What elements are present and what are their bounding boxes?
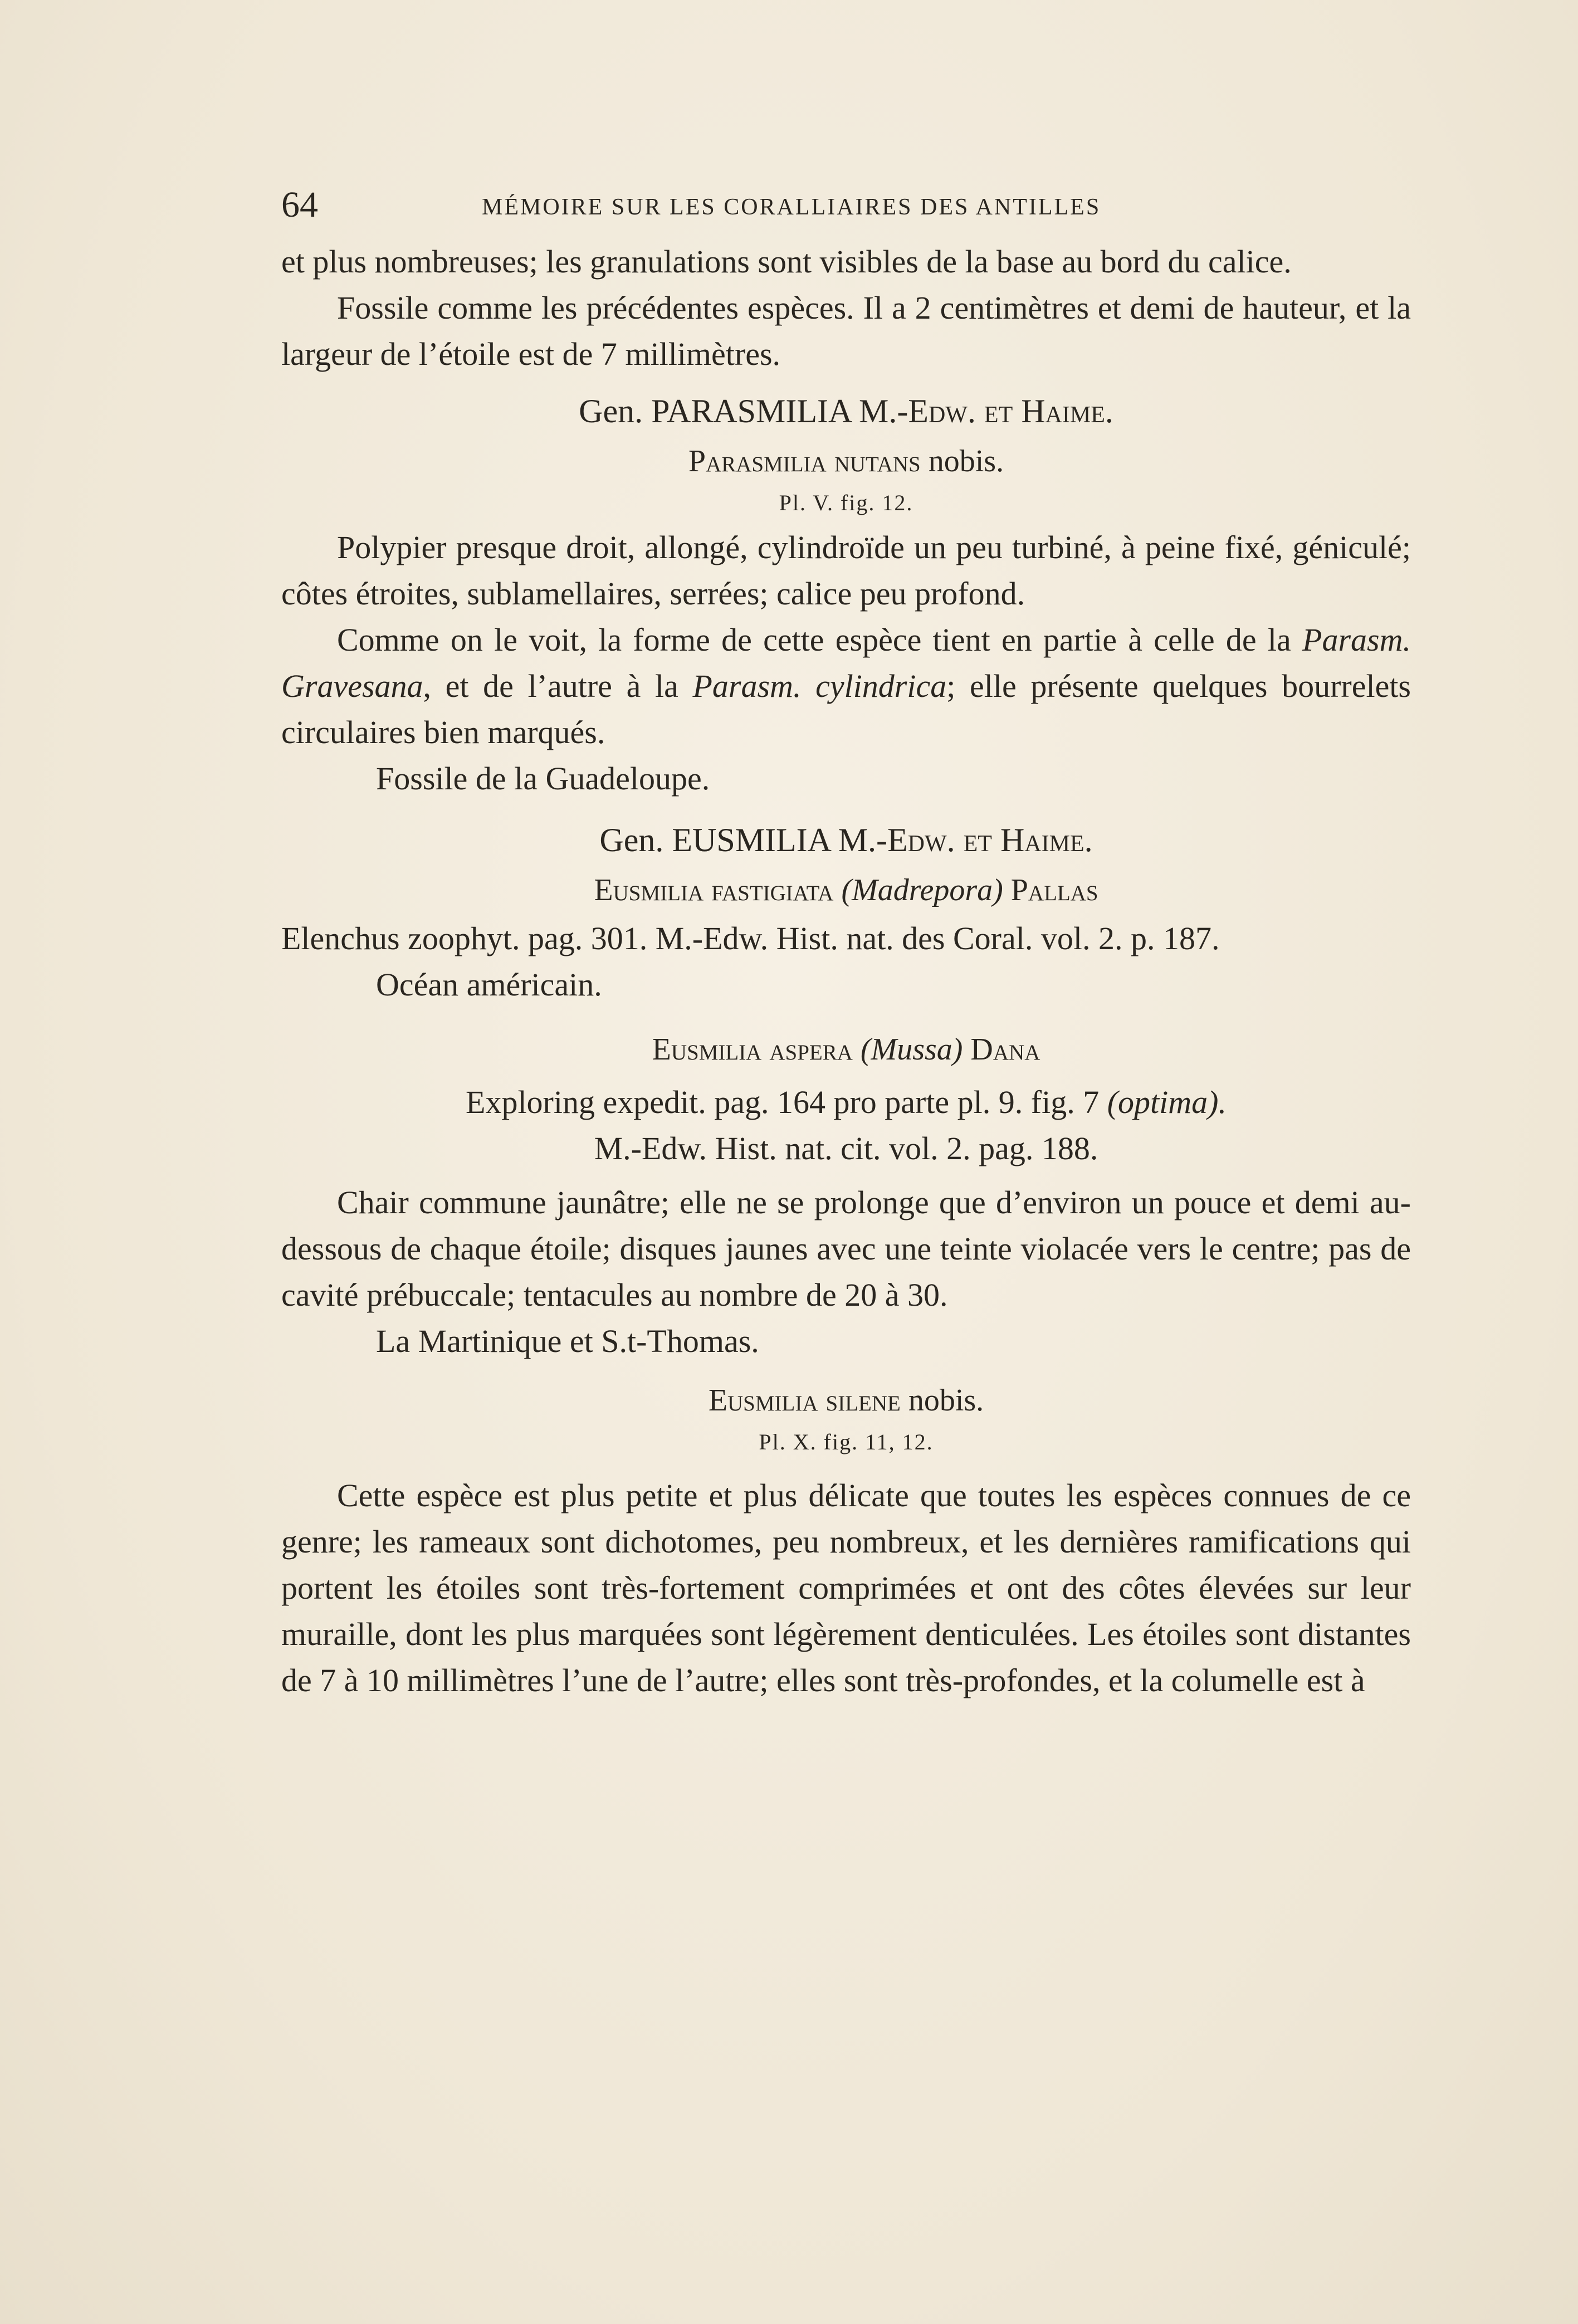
species-name: Eusmilia aspera: [652, 1032, 853, 1067]
species-name: Eusmilia silene: [708, 1383, 901, 1418]
fastigiata-locality: Océan américain.: [376, 966, 602, 1003]
text-italic: (optima).: [1107, 1084, 1227, 1120]
parasmilia-locality: Fossile de la Guadeloupe.: [376, 760, 710, 797]
page-number: 64: [281, 184, 318, 225]
intro-paragraph-1: et plus nombreuses; les granulations sont visibles de la base au bord du calice.: [281, 243, 1292, 280]
species-heading-parasmilia-nutans: [281, 436, 1411, 486]
genus-prefix: Gen.: [579, 393, 643, 429]
aspera-description: Chair commune jaunâtre; elle ne se prolonge que d’environ un pouce et demi au-dessous de chaque étoile; disques jaunes avec une teinte violacée vers le centre; pas de cavité prébuccale; tentacules au nombre de 20 à 30.: [281, 1184, 1411, 1313]
species-synonym: (Madrepora): [841, 873, 1003, 907]
genus-author: M.-Edw. et Haime.: [858, 393, 1113, 429]
plate-reference: Pl. X. fig. 11, 12.: [759, 1429, 934, 1454]
genus-heading-parasmilia: [281, 386, 1411, 436]
aspera-reference-1: [281, 1079, 1411, 1125]
aspera-locality: La Martinique et S.t-Thomas.: [376, 1323, 759, 1359]
species-synonym: (Mussa): [860, 1032, 963, 1067]
text-run: Exploring expedit. pag. 164 pro parte pl. 9. fig. 7: [466, 1084, 1100, 1120]
aspera-reference-2: M.-Edw. Hist. nat. cit. vol. 2. pag. 188.: [594, 1130, 1098, 1166]
text-body: [281, 238, 1411, 1703]
text-run: , et de l’autre à la: [423, 668, 678, 704]
genus-name: EUSMILIA: [672, 822, 830, 858]
parasmilia-description: Polypier presque droit, allongé, cylindroïde un peu turbiné, à peine fixé, géniculé; côtes étroites, sublamellaires, serrées; calice peu profond.: [281, 529, 1411, 612]
text-run: Comme on le voit, la forme de cette espèce tient en partie à celle de la: [337, 622, 1291, 658]
taxon-italic: Parasm. cylindrica: [692, 668, 947, 704]
species-author: Dana: [970, 1032, 1040, 1067]
genus-name: PARASMILIA: [651, 393, 851, 429]
species-heading-eusmilia-silene: [281, 1375, 1411, 1425]
genus-heading-eusmilia: [281, 815, 1411, 865]
genus-author: M.-Edw. et Haime.: [838, 822, 1093, 858]
species-author: Pallas: [1010, 873, 1098, 907]
text-run: ; elle présente quelques bourrelets circulaires bien marqués.: [281, 668, 1411, 750]
species-heading-eusmilia-aspera: [281, 1024, 1411, 1075]
page-header: [281, 184, 1411, 234]
species-author: nobis.: [928, 444, 1004, 479]
species-name: Parasmilia nutans: [688, 444, 921, 479]
silene-description: Cette espèce est plus petite et plus délicate que toutes les espèces connues de ce genre; les rameaux sont dichotomes, peu nombreux, et les dernières ramifications qui portent les étoiles sont très-fortement comprimées et ont des côtes élevées sur leur muraille, dont les plus marquées sont légèrement denticulées. Les étoiles sont distantes de 7 à 10 millimètres l’une de l’autre; elles sont très-profondes, et la columelle est à: [281, 1477, 1411, 1698]
genus-prefix: Gen.: [599, 822, 664, 858]
species-heading-eusmilia-fastigiata: [281, 865, 1411, 915]
taxon-italic: Parasm. Gravesana: [281, 622, 1411, 704]
plate-reference: Pl. V. fig. 12.: [779, 490, 913, 515]
running-title: MÉMOIRE SUR LES CORALLIAIRES DES ANTILLES: [482, 194, 1101, 220]
species-name: Eusmilia fastigiata: [594, 873, 834, 907]
intro-paragraph-2: Fossile comme les précédentes espèces. Il a 2 centimètres et demi de hauteur, et la largeur de l’étoile est de 7 millimètres.: [281, 290, 1411, 372]
fastigiata-reference: Elenchus zoophyt. pag. 301. M.-Edw. Hist. nat. des Coral. vol. 2. p. 187.: [281, 920, 1220, 956]
species-author: nobis.: [908, 1383, 984, 1418]
parasmilia-comparison: [281, 617, 1411, 755]
